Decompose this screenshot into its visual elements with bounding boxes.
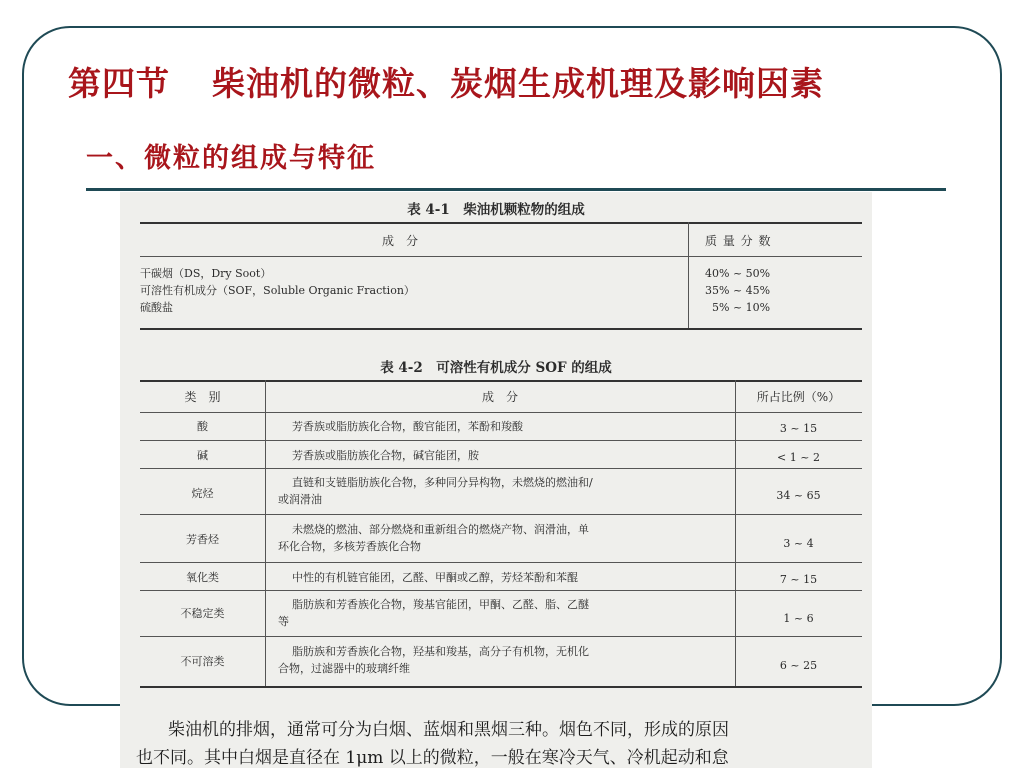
table2-row-ratio: 1 ~ 6 [783, 612, 814, 625]
table2-row-component-cont: 环化合物，多核芳香族化合物 [278, 540, 421, 553]
table1-row-fraction: 40% ~ 50% [705, 267, 771, 280]
table2-row-category: 氧化类 [186, 571, 219, 584]
table2-row-category: 碱 [197, 449, 208, 462]
table2-row-component: 未燃烧的燃油、部分燃烧和重新组合的燃烧产物、润滑油，单 [292, 523, 589, 536]
table2-row-category: 烷烃 [191, 487, 214, 500]
table2-row-component: 直链和支链脂肪族化合物，多种同分异构物，未燃烧的燃油和/ [292, 476, 593, 489]
table2-row-ratio: 6 ~ 25 [779, 659, 818, 672]
table1-header-component: 成 分 [381, 234, 418, 248]
section-title: 柴油机的微粒、炭烟生成机理及影响因素 [212, 64, 824, 103]
paragraph-line: 柴油机的排烟，通常可分为白烟、蓝烟和黑烟三种。烟色不同，形成的原因 [168, 720, 729, 740]
table2-row-rule [140, 514, 862, 515]
table2-row-rule [140, 440, 862, 441]
table1-header-fraction: 质 量 分 数 [705, 234, 772, 248]
paragraph-line: 也不同。其中白烟是直径在 1μm 以上的微粒，一般在寒冷天气、冷机起动和怠 [136, 748, 729, 768]
table2-top-rule [140, 380, 862, 382]
table1-header-rule [140, 256, 862, 257]
table2-row-rule [140, 468, 862, 469]
scanned-textbook-page [120, 192, 872, 768]
table1-column-divider [688, 222, 689, 330]
table1-row-component: 干碳烟（DS，Dry Soot） [140, 267, 272, 280]
table1-caption: 表 4-1 柴油机颗粒物的组成 [407, 202, 585, 218]
table2-row-ratio: 3 ~ 4 [783, 537, 814, 550]
slide-title [68, 58, 824, 105]
table2-row-component: 芳香族或脂肪族化合物，酸官能团，苯酚和羧酸 [292, 420, 523, 433]
table2-row-category: 芳香烃 [186, 533, 219, 546]
table2-row-category: 酸 [197, 420, 208, 433]
table2-row-rule [140, 590, 862, 591]
table2-row-component: 脂肪族和芳香族化合物，羟基和羧基，高分子有机物，无机化 [292, 645, 589, 658]
table2-row-component: 芳香族或脂肪族化合物，碱官能团，胺 [292, 449, 479, 462]
table2-divider-1 [265, 380, 266, 688]
table2-row-component: 中性的有机链官能团，乙醛、甲酮或乙醇，芳烃苯酚和苯醌 [292, 571, 578, 584]
table2-caption: 表 4-2 可溶性有机成分 SOF 的组成 [380, 360, 612, 376]
table2-header-component: 成 分 [481, 390, 518, 404]
table2-row-rule [140, 562, 862, 563]
table1-row-component: 可溶性有机成分（SOF，Soluble Organic Fraction） [140, 284, 415, 297]
slide-subtitle: 一、微粒的组成与特征 [86, 143, 376, 174]
title-divider [86, 188, 946, 191]
table2-header-ratio: 所占比例（%） [756, 390, 841, 404]
table2-row-ratio: 34 ~ 65 [776, 489, 821, 502]
table1-top-rule [140, 222, 862, 224]
table1-row-fraction: 5% ~ 10% [712, 301, 771, 314]
table2-row-ratio: 7 ~ 15 [779, 573, 818, 586]
table2-row-component-cont: 合物，过滤器中的玻璃纤维 [278, 662, 410, 675]
table1-row-component: 硫酸盐 [140, 301, 173, 314]
body-paragraph [120, 716, 872, 768]
table2-bottom-rule [140, 686, 862, 688]
table2-row-component-cont: 或润滑油 [278, 493, 322, 506]
table2-row-ratio: 3 ~ 15 [779, 422, 818, 435]
section-number: 第四节 [68, 64, 170, 103]
table1-bottom-rule [140, 328, 862, 330]
table2-row-category: 不稳定类 [180, 607, 225, 620]
table1-row-fraction: 35% ~ 45% [705, 284, 771, 297]
table2-row-rule [140, 636, 862, 637]
table2-header-rule [140, 412, 862, 413]
table2-row-component: 脂肪族和芳香族化合物，羧基官能团，甲酮、乙醛、脂、乙醚 [292, 598, 589, 611]
table2-row-category: 不可溶类 [180, 655, 225, 668]
table2-header-category: 类 别 [184, 390, 221, 404]
table2-row-ratio: < 1 ~ 2 [777, 451, 820, 464]
table2-row-component-cont: 等 [278, 615, 289, 628]
